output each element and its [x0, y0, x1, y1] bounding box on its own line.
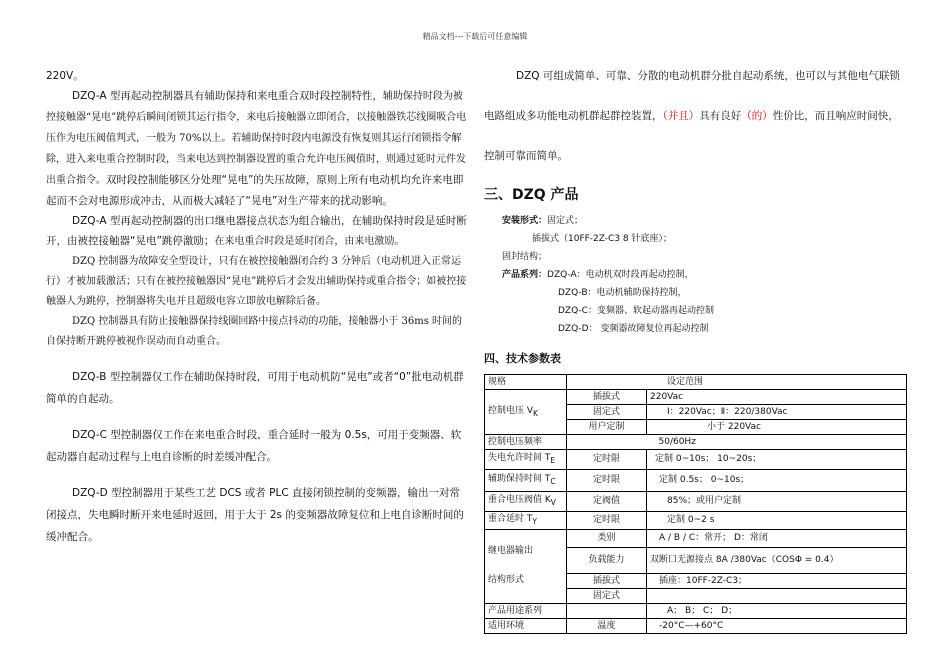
cell-text: 重合延时 T — [488, 514, 533, 525]
table-cell: A； B； C； D； — [647, 604, 907, 619]
sealed-structure: 固封结构； — [502, 252, 548, 262]
intro-red-2: （的） — [741, 110, 773, 122]
table-cell: 控制电压频率 — [485, 435, 567, 450]
table-cell: 85%；或用户定制 — [647, 492, 907, 512]
page-header: 精品文档---下载后可任意编辑 — [422, 32, 528, 41]
cell-text: 辅助保持时间 T — [488, 474, 551, 485]
table-cell: 适用环境 — [485, 619, 567, 634]
table-cell — [567, 604, 647, 619]
paragraph-failsafe: DZQ 控制器为故障安全型设计，只有在被控接触器闭合约 3 分钟后（电动机进入正常运行）才被加载激活；只有在被控接触器因“晃电”跳停后才会发出辅助保持或重合指令；如被控接触器人为跳停，控制器将失电并且超级电容立即放电解除后备。 — [46, 256, 467, 307]
table-header-range: 设定范围 — [567, 375, 907, 390]
table-cell: A / B / C：常开； D：常闭 — [647, 530, 907, 548]
intro-red-1: （并且） — [662, 110, 700, 122]
dzq-a-conclusion: 双时段控制能够区分处理“晃电”的失压故障，原则上所有电动机均允许来电即起而不会对电源形成冲击，从而极大减轻了“晃电”对生产带来的扰动影响。 — [46, 174, 464, 207]
table-row — [485, 390, 907, 405]
table-cell — [485, 470, 567, 492]
table-cell: 插拔式 — [567, 390, 647, 405]
table-cell — [647, 589, 907, 604]
paragraph-dzq-system — [484, 56, 908, 176]
table-cell: 定时限 — [567, 512, 647, 530]
cell-text: 重合电压阀值 K — [488, 495, 551, 506]
series-item: DZQ-B：电动机辅助保持控制， — [558, 288, 687, 298]
table-cell: 固定式 — [567, 589, 647, 604]
section-3-heading: 三、DZQ 产品 — [484, 187, 579, 203]
cell-text: 失电允许时间 T — [488, 453, 551, 464]
install-block — [484, 212, 908, 248]
table-row — [485, 470, 907, 492]
series-block — [484, 266, 908, 338]
table-row — [485, 512, 907, 530]
table-cell: 50/60Hz — [647, 435, 907, 450]
table-cell: 定时限 — [567, 450, 647, 470]
table-cell: 产品用途系列 — [485, 604, 567, 619]
table-cell: 负载能力 — [567, 548, 647, 574]
table-cell: 220Vac — [647, 390, 907, 405]
intro-text-b: 具有良好 — [699, 110, 742, 122]
table-cell: Ⅰ：220Vac；Ⅱ：220/380Vac — [647, 405, 907, 420]
series-item: DZQ-D： 变频器故障复位再起动控制 — [558, 324, 709, 334]
series-label: 产品系列： — [502, 270, 548, 280]
table-cell: 温度 — [567, 619, 647, 634]
table-row — [485, 492, 907, 512]
table-row — [485, 574, 907, 589]
table-row — [485, 435, 907, 450]
table-row — [485, 530, 907, 548]
right-column — [484, 66, 908, 634]
install-label: 安装形式： — [502, 216, 548, 226]
table-cell — [485, 450, 567, 470]
dzq-a-output-lead: DZQ-A 型再起动控制器的出口继电器接点状态为组合输出，在辅助保持时段是延时断开，由被控接触器“晃电”跳停激励； — [46, 215, 467, 247]
table-cell — [485, 390, 567, 435]
cell-sub: V — [550, 497, 556, 507]
table-cell: 用户定制 — [567, 420, 647, 435]
table-cell — [567, 435, 647, 450]
paragraph-dzq-b: DZQ-B 型控制器仅工作在辅助保持时段，可用于电动机防“晃电”或者“0”批电动机群简单的自起动。 — [46, 371, 464, 405]
table-cell — [485, 512, 567, 530]
cell-text: 控制电压 V — [488, 405, 534, 416]
spec-table — [484, 374, 907, 634]
series-item: DZQ-A：电动机双时段再起动控制， — [547, 270, 694, 280]
intro-text-c: 性价比，而且响应时间快，控制可靠而简单。 — [484, 110, 899, 162]
table-row — [485, 619, 907, 634]
table-cell: 定阀值 — [567, 492, 647, 512]
table-cell: -20°C—+60°C — [647, 619, 907, 634]
table-cell: 小于 220Vac — [647, 420, 907, 435]
paragraph-dzq-c: DZQ-C 型控制器仅工作在来电重合时段，重合延时一般为 0.5s，可用于变频器、软起动器自起动过程与上电自诊断的时差缓冲配合。 — [46, 429, 462, 463]
paragraph-anti-bounce: DZQ 控制器具有防止接触器保持线圈回路中接点抖动的功能，接触器小于 36ms 时间的自保持断开跳停被视作误动而自动重合。 — [46, 316, 463, 347]
table-cell: 固定式 — [567, 405, 647, 420]
install-plug: 插拔式（10FF-2Z-C3 8 针底座）； — [532, 234, 672, 244]
dzq-a-output-rest: 在来电重合时段是延时闭合，由来电激励。 — [214, 236, 405, 247]
table-row — [485, 450, 907, 470]
paragraph-220v: 220V。 — [46, 70, 84, 82]
paragraph-dzq-a-output — [46, 211, 470, 252]
dzq-a-body: 辅助保持时段为被控接触器“晃电”跳停后瞬间闭锁其运行指令，来电后接触器立即闭合，以接触器铁芯线圈吸合电压作为电压阀值判式，一般为 70%以上。若辅助保持时段内电源没有恢复则其运行闭锁指令解除，进入来电重合控制时段，当来电达到控制器设置的重合允许电压阀值时，则通过延时元件发出重合指令。 — [46, 91, 467, 186]
intro-text-a: DZQ 可组成简单、可靠、分散的电动机群分批自起动系统，也可以与其他电气联锁电路组成多功能电动机群起群控装置， — [484, 70, 900, 122]
install-fixed: 固定式； — [547, 216, 584, 226]
table-cell: 双断口无源接点 8A /380Vac（COSΦ = 0.4） — [647, 548, 907, 574]
dzq-a-lead: DZQ-A 型再起动控制器具有辅助保持和来电重合双时段控制特性， — [72, 90, 383, 102]
section-4-heading: 四、技术参数表 — [484, 352, 561, 365]
table-cell: 定制 0~10s； 10~20s； — [647, 450, 907, 470]
series-item: DZQ-C：变频器、软起动器再起动控制 — [558, 306, 714, 316]
cell-sub: K — [533, 408, 538, 418]
cell-sub: E — [550, 455, 556, 465]
left-column — [46, 66, 470, 548]
table-cell: 定时限 — [567, 470, 647, 492]
table-cell: 继电器输出 — [485, 530, 567, 574]
paragraph-dzq-a-intro — [46, 86, 470, 211]
paragraph-dzq-d: DZQ-D 型控制器用于某些工艺 DCS 或者 PLC 直接闭锁控制的变频器，输出一对常闭接点，失电瞬时断开来电延时返回，用于大于 2s 的变频器故障复位和上电自诊断时间的缓冲配合。 — [46, 487, 464, 543]
cell-sub: Y — [532, 516, 537, 526]
table-cell: 定制 0~2 s — [647, 512, 907, 530]
table-row — [485, 604, 907, 619]
table-cell: 定制 0.5s； 0~10s； — [647, 470, 907, 492]
table-cell: 插拔式 — [567, 574, 647, 589]
table-row — [485, 375, 907, 390]
table-cell: 类别 — [567, 530, 647, 548]
table-cell: 结构形式 — [485, 574, 567, 604]
table-cell: 插座：10FF-2Z-C3； — [647, 574, 907, 589]
table-cell — [485, 492, 567, 512]
cell-sub: C — [550, 476, 556, 486]
table-header-spec: 规格 — [485, 375, 567, 390]
